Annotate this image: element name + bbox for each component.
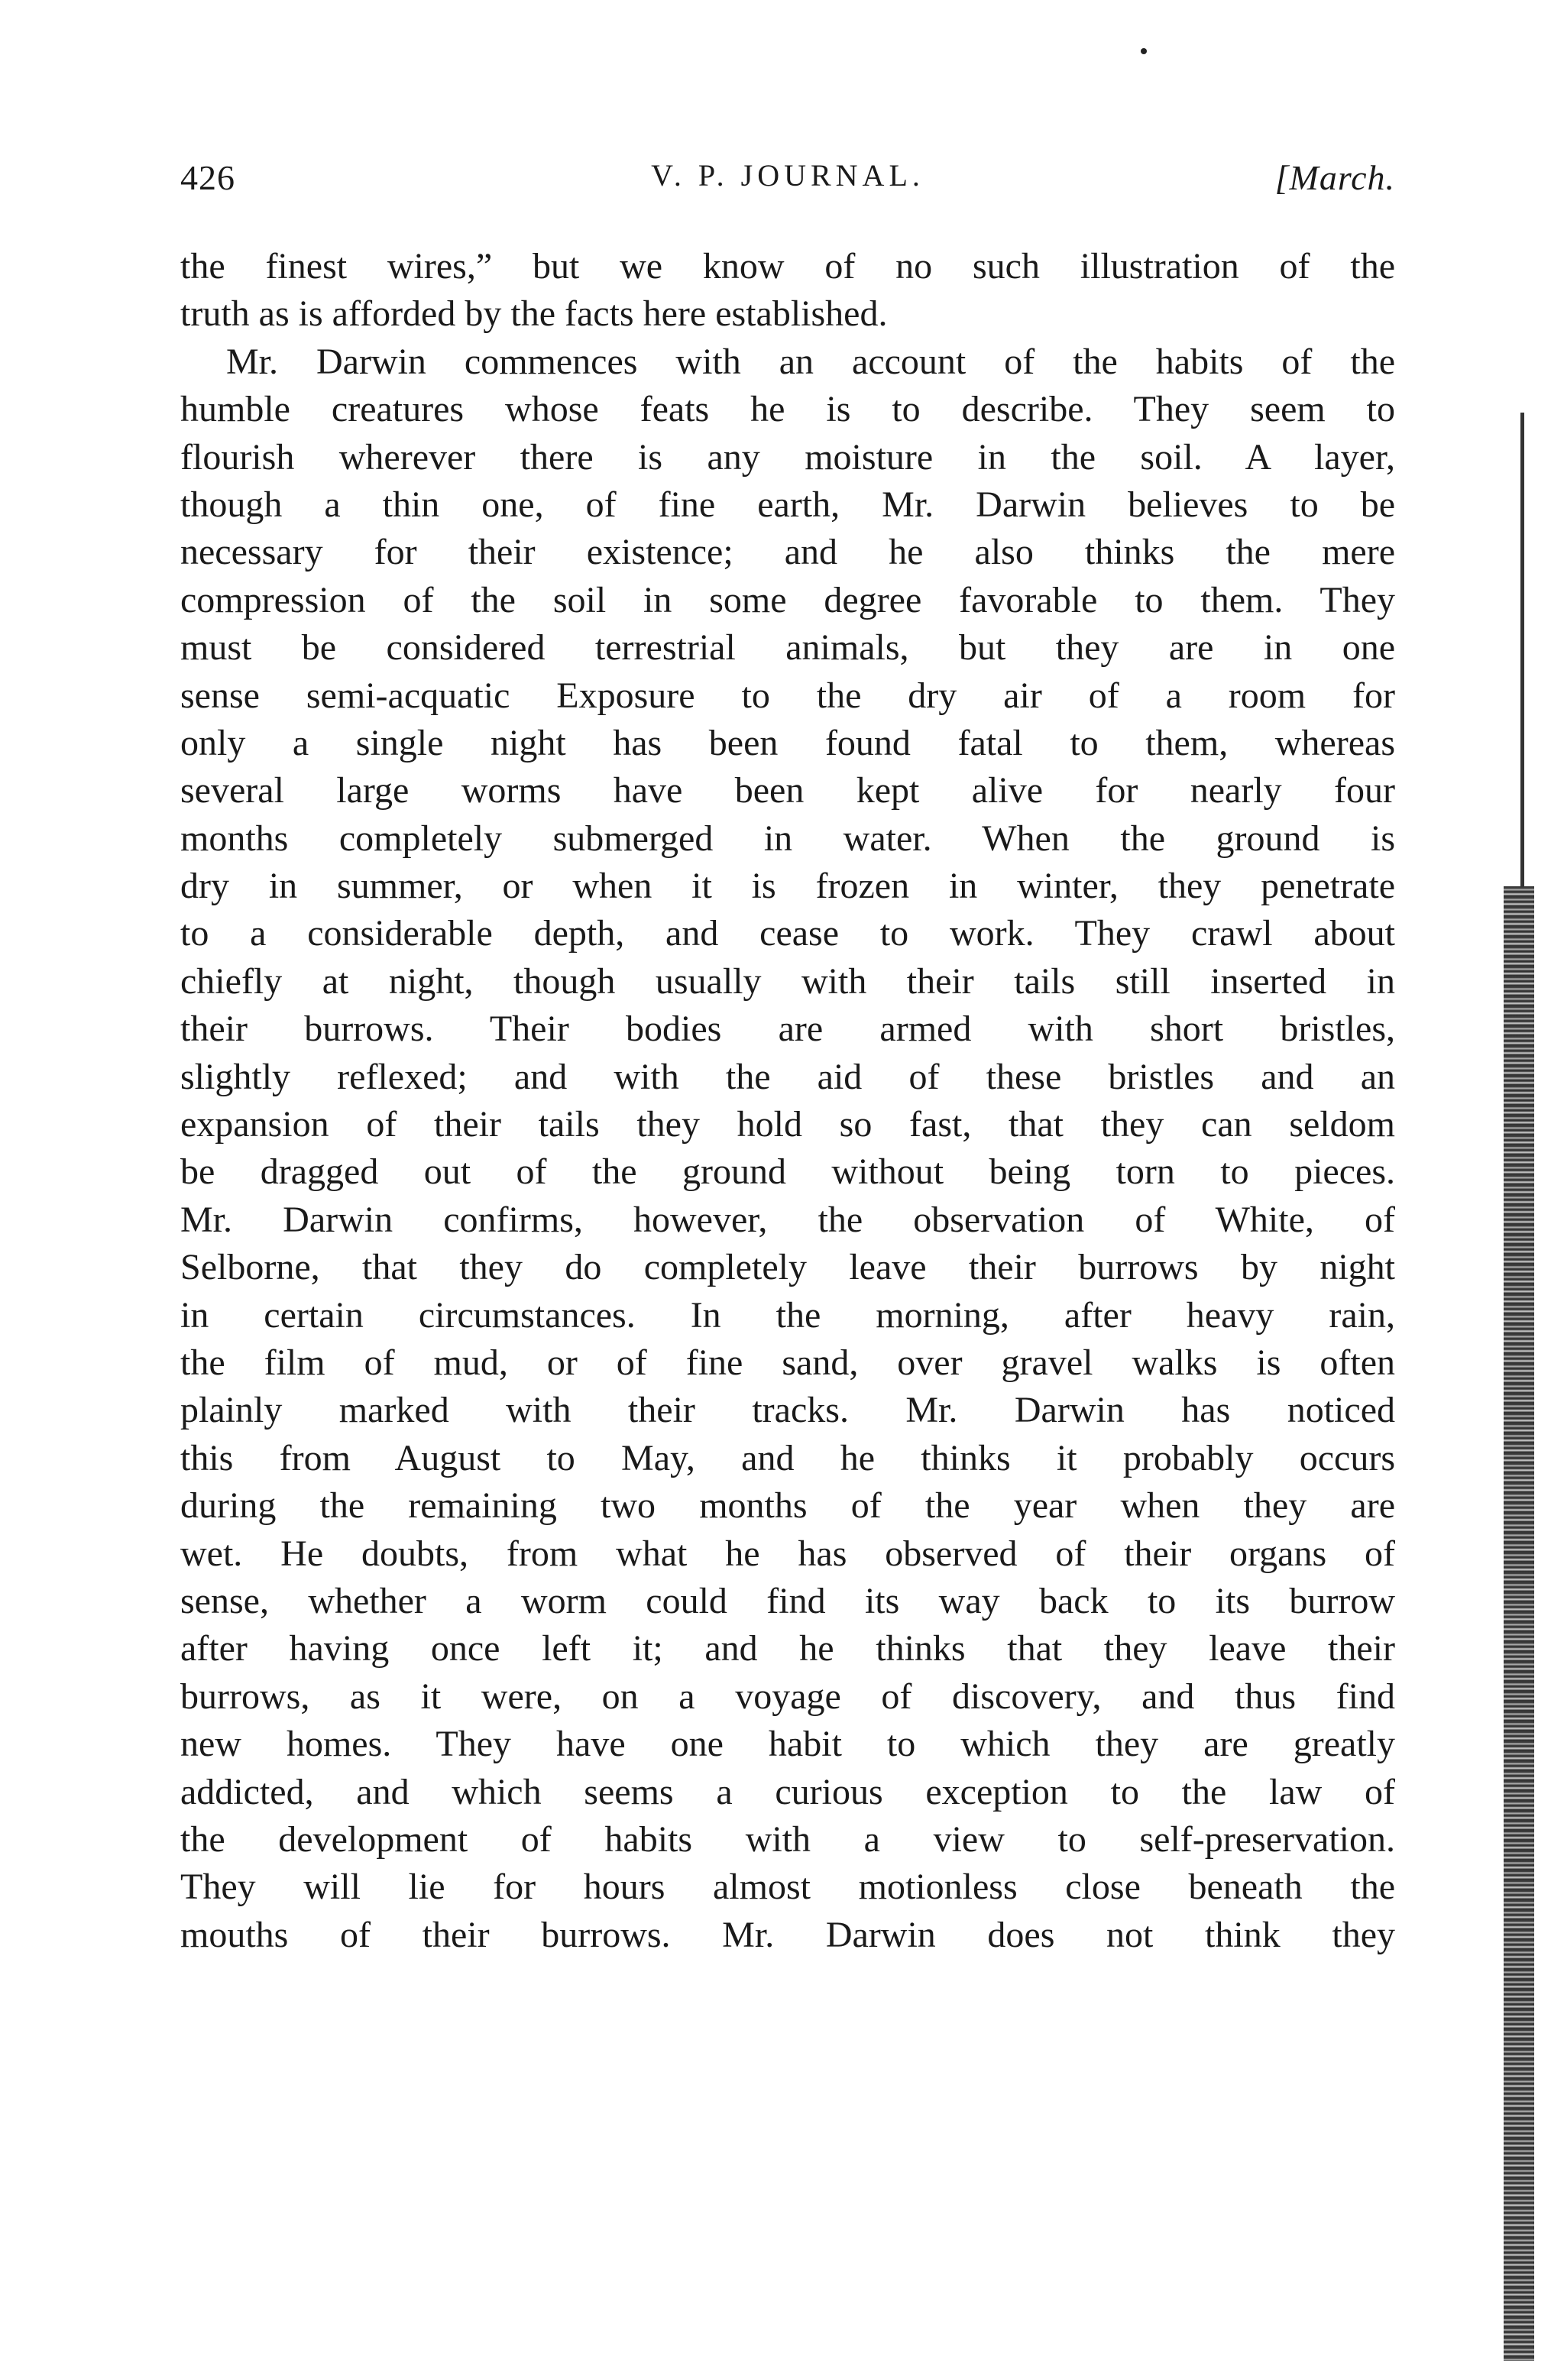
text-line: wet. He doubts, from what he has observed of their organs of: [180, 1533, 1395, 1574]
ink-speck: [1141, 48, 1147, 54]
text-line: must be considered terrestrial animals, but they are in one: [180, 627, 1395, 669]
scan-edge-line: [1520, 413, 1524, 886]
text-line: sense, whether a worm could find its way back to its burrow: [180, 1580, 1395, 1621]
text-line: only a single night has been found fatal to them, whereas: [180, 722, 1395, 763]
text-line: Mr. Darwin confirms, however, the observation of White, of: [180, 1199, 1395, 1240]
text-line: burrows, as it were, on a voyage of discovery, and thus find: [180, 1676, 1395, 1717]
text-line: several large worms have been kept alive for nearly four: [180, 770, 1395, 811]
text-line: the film of mud, or of fine sand, over gravel walks is often: [180, 1342, 1395, 1383]
text-line: compression of the soil in some degree favorable to them. They: [180, 579, 1395, 620]
text-line: after having once left it; and he thinks that they leave their: [180, 1628, 1395, 1669]
text-line: though a thin one, of fine earth, Mr. Darwin believes to be: [180, 484, 1395, 525]
running-title: V. P. JOURNAL.: [651, 158, 924, 193]
text-line: in certain circumstances. In the morning, after heavy rain,: [180, 1294, 1395, 1336]
text-line: the development of habits with a view to self-preservation.: [180, 1818, 1395, 1860]
text-line: to a considerable depth, and cease to work. They crawl about: [180, 913, 1395, 954]
running-month: [March.: [1274, 158, 1395, 197]
text-line: flourish wherever there is any moisture in the soil. A layer,: [180, 436, 1395, 478]
page-header: [180, 157, 1395, 211]
text-line: dry in summer, or when it is frozen in winter, they penetrate: [180, 866, 1395, 907]
text-line: mouths of their burrows. Mr. Darwin does not think they: [180, 1914, 1395, 1955]
text-line: this from August to May, and he thinks it probably occurs: [180, 1437, 1395, 1478]
text-line: slightly reflexed; and with the aid of these bristles and an: [180, 1056, 1395, 1097]
text-line: humble creatures whose feats he is to describe. They seem to: [180, 389, 1395, 430]
text-line: addicted, and which seems a curious exception to the law of: [180, 1771, 1395, 1812]
text-line: Mr. Darwin commences with an account of the habits of the: [226, 341, 1395, 382]
text-line: plainly marked with their tracks. Mr. Darwin has noticed: [180, 1390, 1395, 1431]
body-paragraphs: [180, 243, 1395, 1959]
text-line: truth as is afforded by the facts here established.: [180, 293, 888, 335]
text-line: their burrows. Their bodies are armed with short bristles,: [180, 1009, 1395, 1050]
text-line: be dragged out of the ground without being torn to pieces.: [180, 1151, 1395, 1193]
text-line: necessary for their existence; and he also thinks the mere: [180, 532, 1395, 573]
scan-binding-edge: [1504, 886, 1534, 2361]
page-number: 426: [180, 158, 235, 197]
text-line: new homes. They have one habit to which they are greatly: [180, 1724, 1395, 1765]
text-line: during the remaining two months of the year when they are: [180, 1485, 1395, 1527]
text-line: months completely submerged in water. When the ground is: [180, 818, 1395, 859]
text-line: chiefly at night, though usually with their tails still inserted in: [180, 960, 1395, 1002]
text-line: They will lie for hours almost motionless close beneath the: [180, 1867, 1395, 1908]
text-line: expansion of their tails they hold so fast, that they can seldom: [180, 1104, 1395, 1145]
text-line: the finest wires,” but we know of no such illustration of the: [180, 246, 1395, 287]
text-line: Selborne, that they do completely leave their burrows by night: [180, 1247, 1395, 1288]
text-line: sense semi-acquatic Exposure to the dry air of a room for: [180, 675, 1395, 716]
